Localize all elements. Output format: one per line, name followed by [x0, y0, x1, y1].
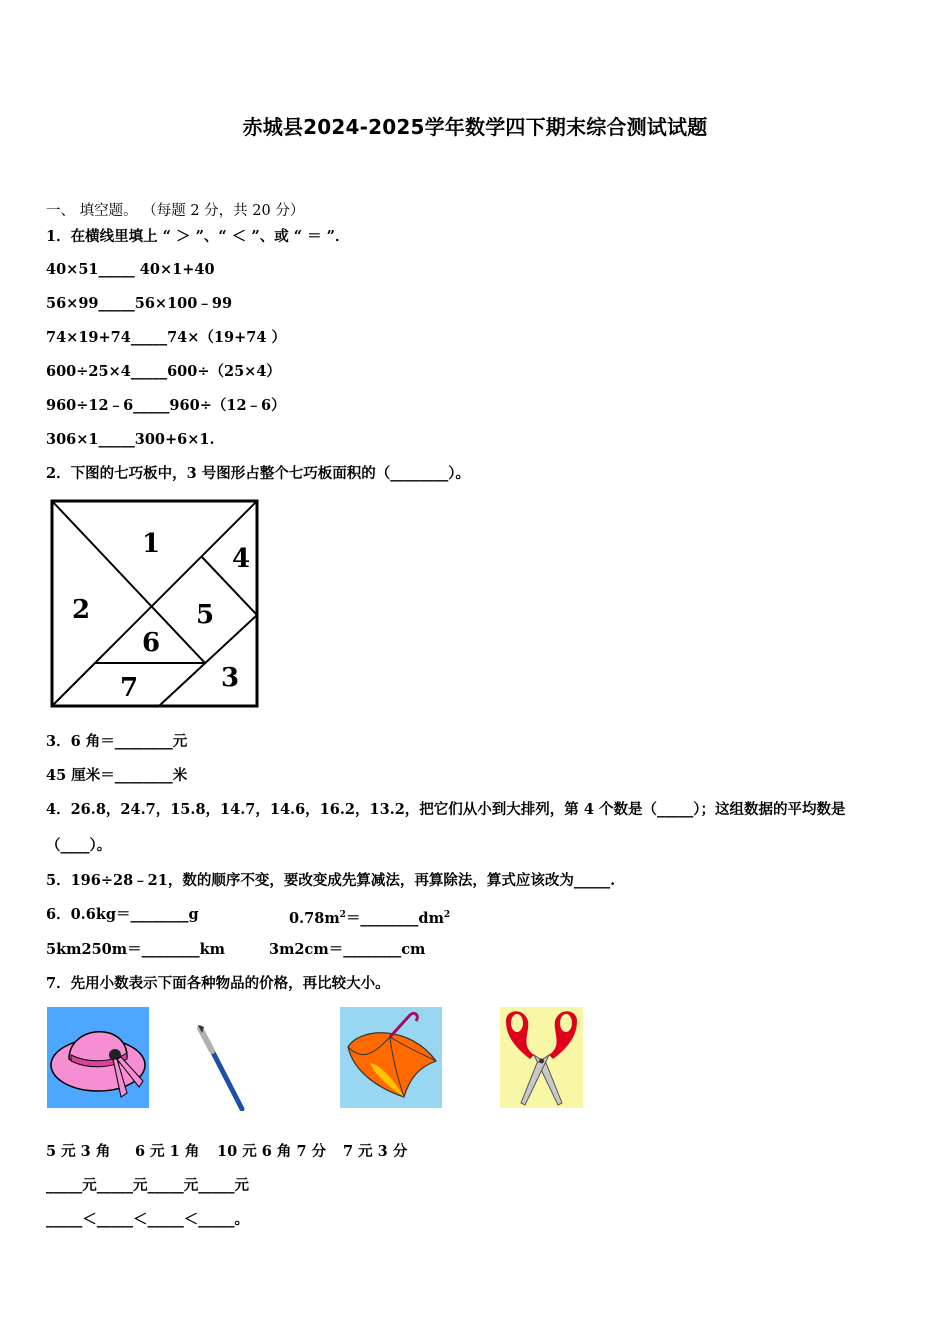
- tangram-label-2: 2: [72, 595, 91, 625]
- brush-picture: [190, 1025, 250, 1111]
- hat-picture: [47, 1007, 149, 1108]
- price-umbrella: 10 元 6 角 7 分: [217, 1143, 327, 1160]
- tangram-figure: [49, 498, 261, 710]
- tangram-line: [52, 501, 205, 663]
- q6-a: 6．0.6kg＝________g: [46, 906, 199, 923]
- q6-b: [289, 905, 450, 929]
- tangram-label-4: 4: [232, 544, 251, 574]
- tangram-label-1: 1: [142, 529, 161, 559]
- price-brush: 6 元 1 角: [135, 1143, 200, 1160]
- q7-prices: [46, 1142, 407, 1162]
- q1-item: 74×19+74_____74×（19+74 ）: [46, 329, 286, 346]
- tangram-label-5: 5: [196, 600, 215, 630]
- page-title: 赤城县2024-2025学年数学四下期末综合测试试题: [242, 115, 708, 139]
- q3-line1: 3．6 角＝________元: [46, 733, 188, 750]
- tangram-label-3: 3: [221, 663, 240, 693]
- q6-b-pre: 0.78m: [289, 909, 340, 927]
- scissors-pivot: [539, 1059, 544, 1064]
- q5: 5．196÷28﹣21，数的顺序不变，要改变成先算减法，再算除法，算式应该改为_____.: [46, 872, 616, 889]
- q1-item: 56×99_____56×100﹣99: [46, 295, 233, 312]
- q7-blanks: _____元_____元_____元_____元: [46, 1177, 249, 1194]
- section-heading: 一、 填空题。 （每题 2 分，共 20 分）: [46, 203, 305, 219]
- q6-b-sup: 2: [339, 910, 346, 920]
- q4-line2: （____）。: [46, 837, 112, 854]
- q4-line1: 4．26.8，24.7，15.8，14.7，14.6，16.2，13.2，把它们从小到大排列，第 4 个数是（_____）；这组数据的平均数是: [46, 801, 846, 818]
- scissors-hole-left: [511, 1014, 523, 1032]
- umbrella-picture: [340, 1007, 442, 1108]
- tangram-label-6: 6: [142, 628, 161, 658]
- scissors-hole-right: [560, 1014, 572, 1032]
- q1-item: 306×1_____300+6×1.: [46, 431, 215, 448]
- q6-d: 3m2cm＝________cm: [269, 941, 426, 958]
- q7-compare: _____＜_____＜_____＜_____。: [46, 1211, 249, 1228]
- tangram-line: [52, 663, 95, 706]
- q3-line2: 45 厘米＝________米: [46, 767, 188, 784]
- q6-c: 5km250m＝________km: [46, 941, 225, 958]
- tangram-label-7: 7: [120, 673, 139, 703]
- q1-item: 960÷12﹣6_____960÷（12﹣6）: [46, 397, 286, 414]
- scissors-picture: [500, 1007, 583, 1108]
- q1-item: 40×51_____ 40×1+40: [46, 261, 215, 278]
- price-hat: 5 元 3 角: [46, 1143, 111, 1160]
- q1-item: 600÷25×4_____600÷（25×4）: [46, 363, 281, 380]
- q6-b-mid: ＝________dm: [345, 909, 444, 927]
- price-scissors: 7 元 3 分: [343, 1143, 408, 1160]
- q1-prompt: 1．在横线里填上 “ ＞ ”、“ ＜ ”、或 “ ＝ ”．: [46, 228, 350, 245]
- q7-prompt: 7．先用小数表示下面各种物品的价格，再比较大小。: [46, 975, 390, 992]
- q6-b-sup2: 2: [443, 910, 451, 920]
- q2-prompt: 2．下图的七巧板中，3 号图形占整个七巧板面积的（________）。: [46, 465, 470, 482]
